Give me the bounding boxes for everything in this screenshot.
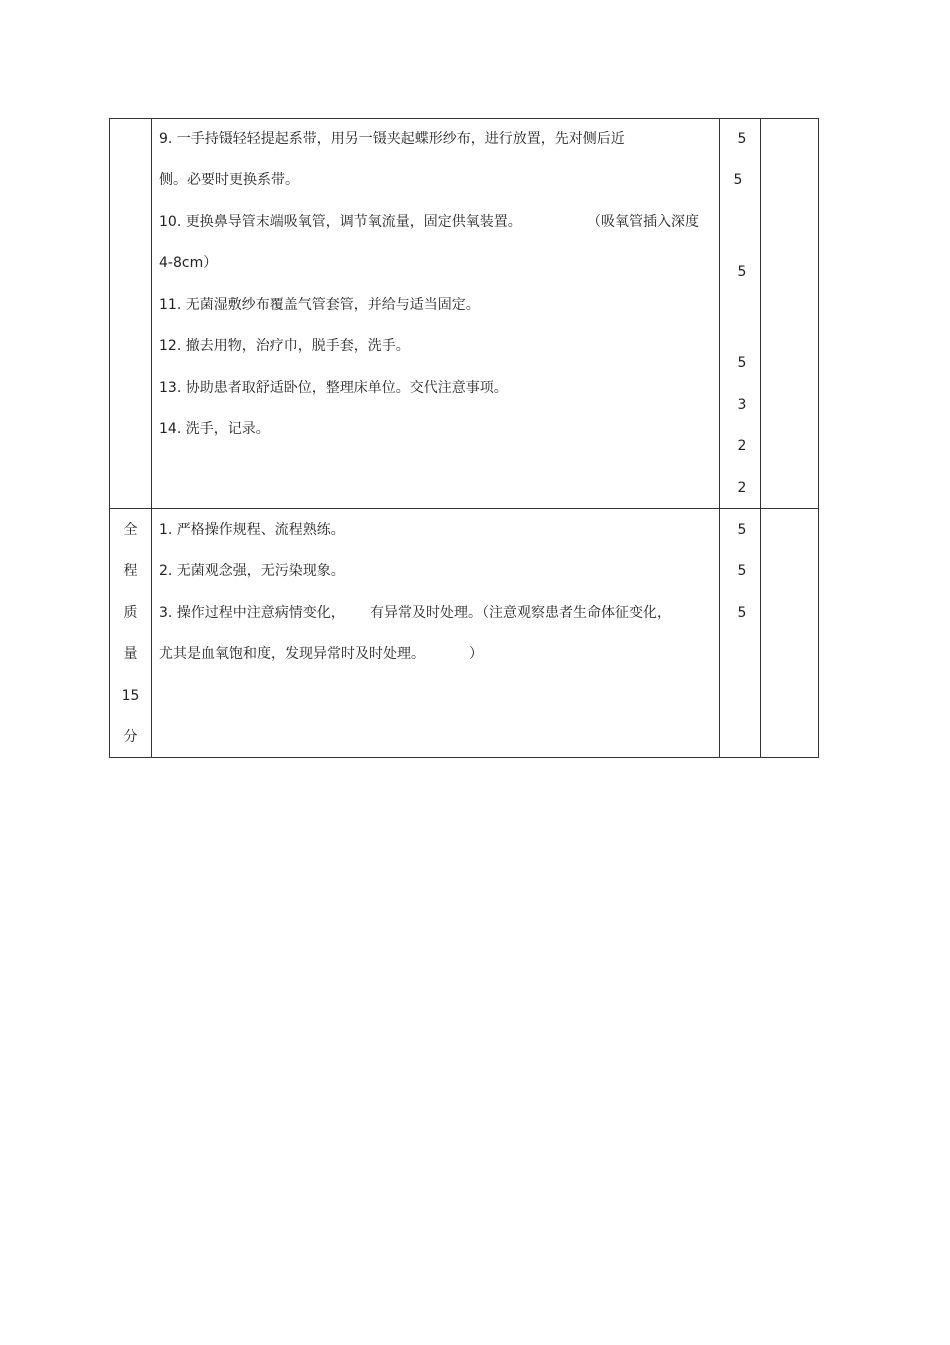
column-divider bbox=[760, 119, 761, 757]
category-char: 质 bbox=[123, 605, 138, 621]
step-10-note: （吸氧管插入深度 bbox=[587, 214, 699, 230]
score-value: 5 bbox=[737, 264, 747, 280]
quality-item-3-close: ） bbox=[469, 646, 483, 662]
score-value: 5 bbox=[737, 522, 747, 538]
score-value: 2 bbox=[737, 480, 747, 496]
category-char: 程 bbox=[123, 563, 138, 579]
category-char: 全 bbox=[123, 522, 138, 538]
step-13: 13. 协助患者取舒适卧位，整理床单位。交代注意事项。 bbox=[159, 380, 508, 396]
category-char: 15 bbox=[121, 688, 140, 704]
score-value: 5 bbox=[737, 605, 747, 621]
quality-item-3-line-2: 尤其是血氧饱和度，发现异常时及时处理。 bbox=[159, 646, 425, 662]
column-divider bbox=[719, 119, 720, 757]
category-char: 分 bbox=[123, 729, 138, 745]
step-9-line-2: 侧。必要时更换系带。 bbox=[159, 172, 299, 188]
step-9-line-1: 9. 一手持镊轻轻提起系带，用另一镊夹起蝶形纱布，进行放置，先对侧后近 bbox=[159, 131, 625, 147]
quality-item-2: 2. 无菌观念强，无污染现象。 bbox=[159, 563, 345, 579]
score-value: 5 bbox=[737, 355, 747, 371]
score-value: 5 bbox=[737, 131, 747, 147]
score-value: 5 bbox=[733, 172, 743, 188]
category-char: 量 bbox=[123, 646, 138, 662]
column-divider bbox=[151, 119, 152, 757]
quality-item-1: 1. 严格操作规程、流程熟练。 bbox=[159, 522, 345, 538]
step-10-line-1: 10. 更换鼻导管末端吸氧管，调节氧流量，固定供氧装置。 bbox=[159, 214, 522, 230]
quality-item-3-part-2: 有异常及时处理。（注意观察患者生命体征变化， bbox=[370, 605, 671, 621]
score-value: 5 bbox=[737, 563, 747, 579]
step-10-line-2: 4-8cm） bbox=[159, 255, 218, 271]
step-12: 12. 撤去用物，治疗巾，脱手套，洗手。 bbox=[159, 338, 410, 354]
step-11: 11. 无菌湿敷纱布覆盖气管套管，并给与适当固定。 bbox=[159, 297, 480, 313]
score-value: 3 bbox=[737, 397, 747, 413]
scoring-table bbox=[109, 118, 819, 758]
quality-item-3-part-1: 3. 操作过程中注意病情变化， bbox=[159, 605, 345, 621]
step-14: 14. 洗手，记录。 bbox=[159, 421, 270, 437]
row-divider bbox=[110, 508, 818, 509]
score-value: 2 bbox=[737, 438, 747, 454]
